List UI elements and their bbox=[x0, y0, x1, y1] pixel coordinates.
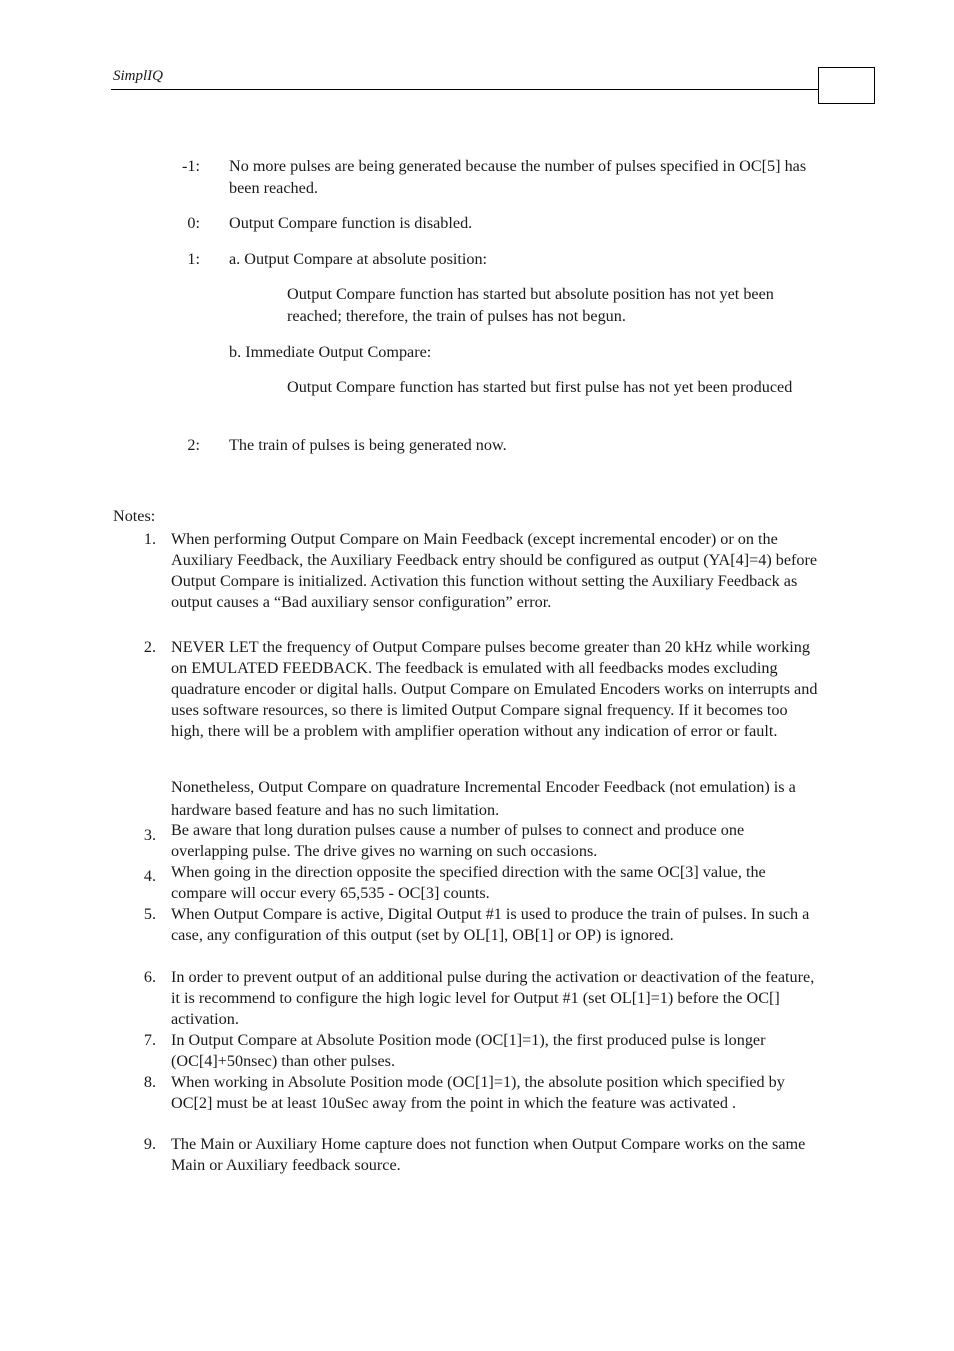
note-number: 1. bbox=[143, 530, 156, 548]
note-number: 3. bbox=[143, 826, 156, 844]
status-code: 0: bbox=[187, 214, 200, 232]
status-code: 1: bbox=[187, 250, 200, 268]
note-text: The Main or Auxiliary Home capture does not function when Output Compare works on the same Main or Auxiliary feedback source. bbox=[171, 1135, 806, 1174]
page-number-box bbox=[818, 67, 875, 104]
header-title: SimplIQ bbox=[113, 68, 163, 84]
note-text: When going in the direction opposite the specified direction with the same OC[3] value, the compare will occur every 65,535 - OC[3] counts. bbox=[171, 863, 766, 902]
status-text: No more pulses are being generated because the number of pulses specified in OC[5] has been reached. bbox=[229, 157, 807, 197]
status-code: -1: bbox=[182, 157, 200, 175]
note-number: 8. bbox=[143, 1073, 156, 1091]
note-number: 6. bbox=[143, 968, 156, 986]
note-text: When working in Absolute Position mode (OC[1]=1), the absolute position which specified by OC[2] must be at least 10uSec away from the point in which the feature was activated . bbox=[171, 1073, 785, 1112]
status-subitem-b-description: Output Compare function has started but first pulse has not yet been produced bbox=[287, 378, 793, 396]
status-subitem-b-label: b. Immediate Output Compare: bbox=[229, 343, 432, 361]
note-text: When Output Compare is active, Digital Output #1 is used to produce the train of pulses. In such a case, any configuration of this output (set by OL[1], OB[1] or OP) is ignored. bbox=[171, 905, 810, 944]
note-number: 7. bbox=[143, 1031, 156, 1049]
note-number: 5. bbox=[143, 905, 156, 923]
note-text: In Output Compare at Absolute Position mode (OC[1]=1), the first produced pulse is longer (OC[4]+50nsec) than other pulses. bbox=[171, 1031, 766, 1070]
note-text: When performing Output Compare on Main Feedback (except incremental encoder) or on the Auxiliary Feedback, the Auxiliary Feedback entry should be configured as output (YA[4]=4) before Output Compare is initialized. Activation this function without setting the Auxiliary Feedback as output causes a “Bad auxiliary sensor configuration” error. bbox=[171, 530, 818, 611]
notes-title: Notes: bbox=[113, 507, 156, 525]
header-rule bbox=[111, 89, 819, 90]
note-number: 4. bbox=[143, 867, 156, 885]
status-text: Output Compare function is disabled. bbox=[229, 214, 473, 232]
status-subitem-a-description: Output Compare function has started but absolute position has not yet been reached; therefore, the train of pulses has not begun. bbox=[287, 285, 774, 325]
note-text: NEVER LET the frequency of Output Compare pulses become greater than 20 kHz while working on EMULATED FEEDBACK. The feedback is emulated with all feedbacks modes excluding quadrature encoder or digital halls. Output Compare on Emulated Encoders works on interrupts and uses software resources, so there is limited Output Compare signal frequency. If it becomes too high, there will be a problem with amplifier operation without any indication of error or fault. bbox=[171, 638, 818, 740]
note-text: In order to prevent output of an additional pulse during the activation or deactivation of the feature, it is recommend to configure the high logic level for Output #1 (set OL[1]=1) before the OC[] activation. bbox=[171, 968, 815, 1028]
note-number: 9. bbox=[143, 1135, 156, 1153]
note-extra-paragraph: Nonetheless, Output Compare on quadrature Incremental Encoder Feedback (not emulation) is a hardware based feature and has no such limitation. bbox=[171, 778, 796, 819]
status-code: 2: bbox=[187, 436, 200, 454]
status-subitem-a-label: a. Output Compare at absolute position: bbox=[229, 250, 488, 268]
note-text: Be aware that long duration pulses cause a number of pulses to connect and produce one overlapping pulse. The drive gives no warning on such occasions. bbox=[171, 821, 745, 860]
note-number: 2. bbox=[143, 638, 156, 656]
status-text: The train of pulses is being generated now. bbox=[229, 436, 507, 454]
